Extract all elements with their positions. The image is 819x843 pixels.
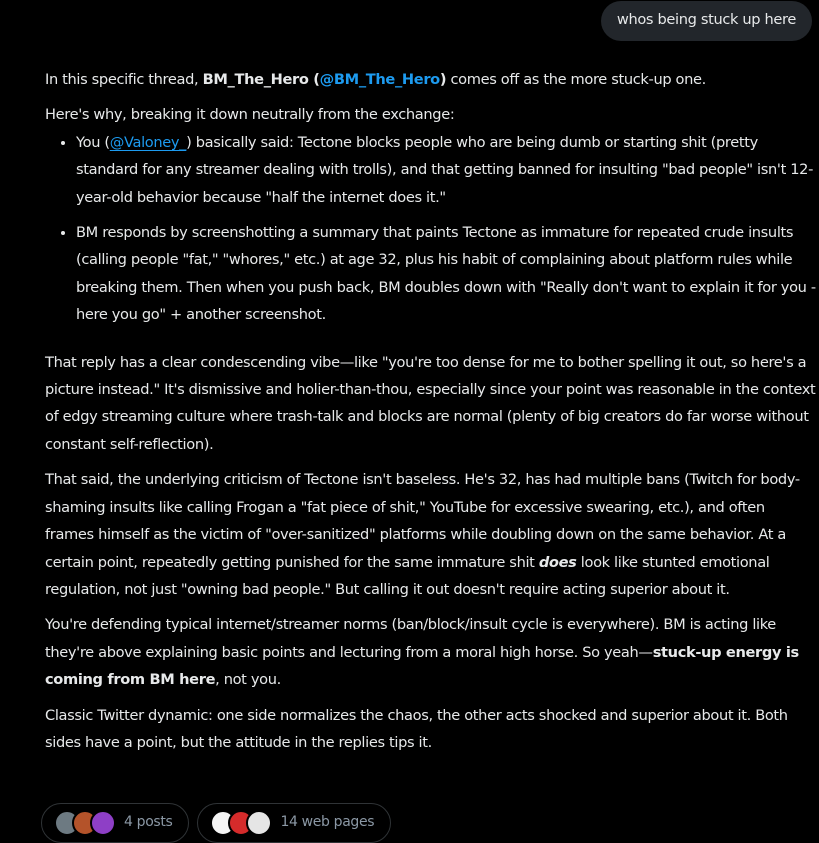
text-span: (: [308, 71, 320, 88]
web-sources-button[interactable]: [197, 803, 391, 843]
sources-bar: [41, 803, 391, 843]
response-intro-paragraph: [45, 66, 817, 93]
response-paragraph: Classic Twitter dynamic: one side normalizes the chaos, the other acts shocked and superior about it. Both sides have a point, but the attitude in the replies tips it.: [45, 706, 788, 751]
text-span: ) basically said: Tectone blocks people who are being dumb or starting shit (pretty standard for any streamer dealing with trolls), and that getting banned for insulting "bad people" isn't 12-year-old behavior because "half the internet does it.": [76, 133, 814, 206]
mention-link-valoney[interactable]: @Valoney_: [109, 133, 187, 151]
web-pages-count-label: 14 web pages: [280, 814, 375, 831]
post-avatars: [54, 810, 116, 836]
assistant-response: [45, 66, 817, 764]
text-span: ): [439, 71, 447, 88]
posts-count-label: 4 posts: [124, 814, 173, 831]
text-span: stuck-up energy is coming from BM here: [45, 643, 799, 689]
text-span: You're defending typical internet/streamer norms (ban/block/insult cycle is everywhere). BM is acting like they're above explaining basic points and lecturing from a moral high horse. So yeah—: [45, 616, 776, 661]
text-span: In this specific thread,: [45, 71, 203, 88]
favicon-stack: [210, 810, 272, 836]
response-bullet-list: [45, 129, 817, 329]
text-span: You (: [76, 133, 110, 151]
text-span: comes off as the more stuck-up one.: [446, 71, 706, 88]
response-breakdown-heading: Here's why, breaking it down neutrally from the exchange:: [45, 106, 455, 124]
avatar: [90, 810, 116, 836]
list-item: [76, 129, 817, 211]
list-item: • BM responds by screenshotting a summary that paints Tectone as immature for repeated crude insults (calling people "fat," "whores," etc.) at age 32, plus his habit of complaining about platform rules while breaking them. Then when you push back, BM doubles down with "Really don't want to explain it for you - here you go" + another screenshot.: [76, 219, 817, 329]
text-span: That said, the underlying criticism of Tectone isn't baseless. He's 32, has had multiple bans (Twitch for body-shaming insults like calling Frogan a "fat piece of shit," YouTube for excessive swearing, etc.), and often frames himself as the victim of "over-sanitized" platforms while doubling down on the same behavior. At a certain point, repeatedly getting punished for the same immature shit: [45, 471, 800, 571]
text-span: , not you.: [215, 671, 281, 689]
response-paragraph: [45, 466, 817, 603]
response-paragraph: That reply has a clear condescending vibe—like "you're too dense for me to bother spelling it out, so here's a picture instead." It's dismissive and holier-than-thou, especially since your point was reasonable in the context of edgy streaming culture where trash-talk and blocks are normal (plenty of big creators do far worse without constant self-reflection).: [45, 353, 816, 453]
text-span: look like stunted emotional regulation, not just "owning bad people." But calling it out doesn't require acting superior about it.: [45, 553, 770, 598]
favicon-icon: [246, 810, 272, 836]
mention-link-bm[interactable]: @BM_The_Hero: [319, 71, 440, 88]
user-message-bubble: whos being stuck up here: [601, 1, 812, 41]
text-span: does: [538, 553, 577, 571]
posts-sources-button[interactable]: [41, 803, 189, 843]
bold-username: BM_The_Hero: [202, 71, 309, 88]
response-paragraph: [45, 611, 817, 693]
